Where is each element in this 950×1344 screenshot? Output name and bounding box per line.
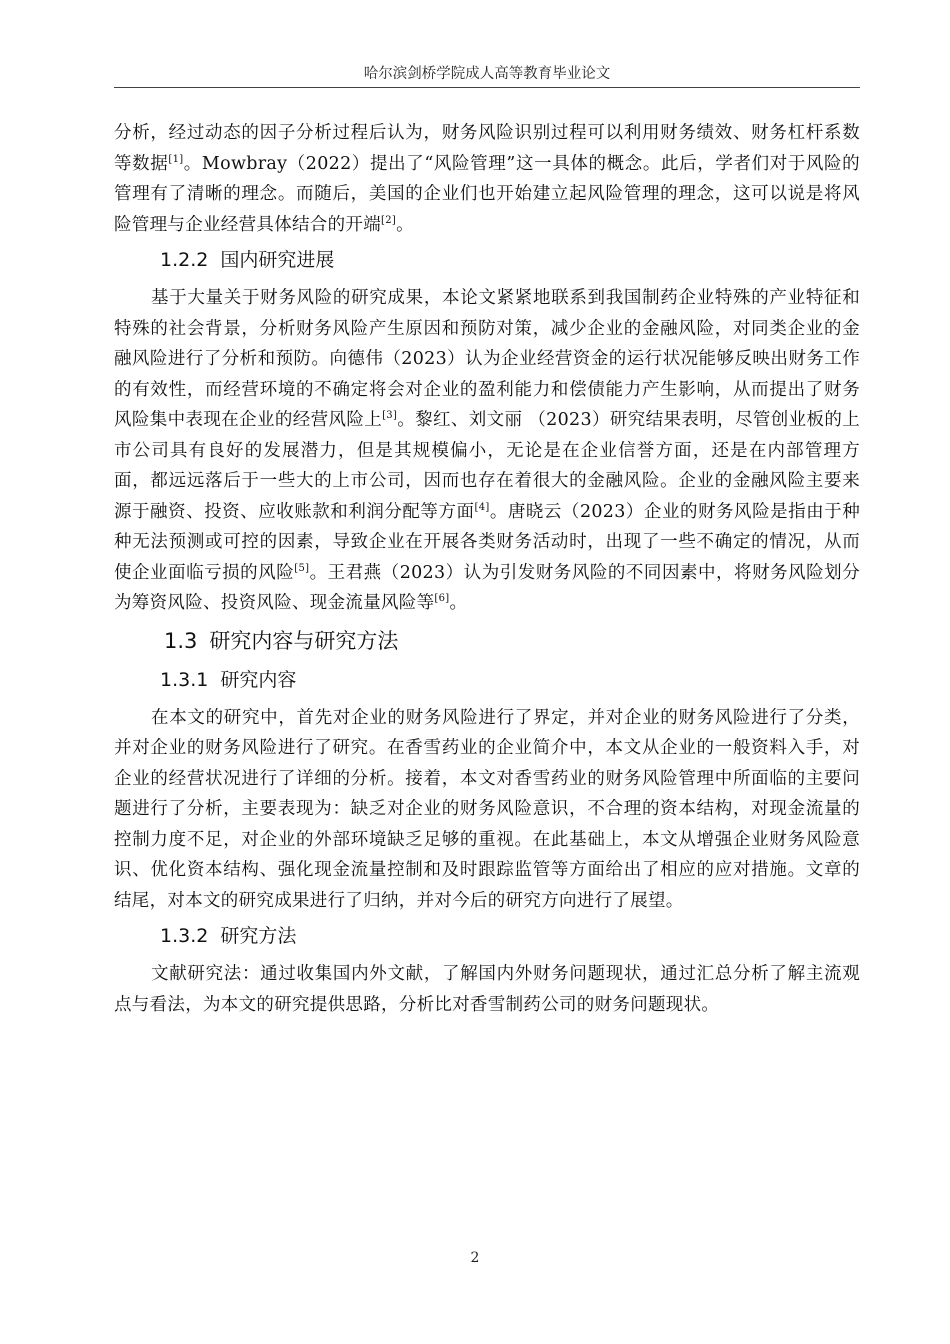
section-heading-1-2-2 (114, 245, 860, 275)
citation-ref: [1] (168, 153, 184, 165)
paragraph-text: 基于大量关于财务风险的研究成果，本论文紧紧地联系到我国制药企业特殊的产业特征和特殊的社会背景，分析财务风险产生原因和预防对策，减少企业的金融风险，对同类企业的金融风险进行了分析和预防。向德伟（2023）认为企业经营资金的运行状况能够反映出财务工作的有效性，而经营环境的不确定将会对企业的盈利能力和偿债能力产生影响，从而提出了财务风险集中表现在企业的经营风险上 (114, 288, 860, 430)
section-heading-1-3-2 (114, 921, 860, 951)
paragraph-text: 。黎红、刘文丽 （2023）研究结果表明，尽管创业板的上市公司具有良好的发展潜力，但是其规模偏小，无论是在企业信誉方面，还是在内部管理方面，都远远落后于一些大的上市公司，因而也存在着很大的金融风险。企业的金融风险主要来源于融资、投资、应收账款和利润分配等方面 (114, 410, 861, 522)
section-title: 研究内容与研究方法 (209, 628, 399, 653)
section-number: 1.3 (164, 628, 198, 653)
paragraph-text: 。 (449, 593, 468, 613)
running-header: 哈尔滨剑桥学院成人高等教育毕业论文 (363, 66, 611, 82)
citation-ref: [6] (434, 593, 450, 604)
section-title: 研究方法 (220, 925, 297, 947)
paragraph-intro-foreign-research (114, 118, 860, 240)
page-body (114, 118, 860, 1020)
page-number: 2 (470, 1250, 480, 1266)
section-heading-1-3-1 (114, 665, 860, 695)
paragraph-text: 。 (396, 214, 414, 235)
citation-ref: [3] (382, 410, 398, 421)
section-number: 1.2.2 (160, 249, 209, 271)
paragraph-text: 。唐晓云（2023）企业的财务风险是指由于种种无法预测或可控的因素，导致企业在开展各类财务活动时，出现了一些不确定的情况，从而使企业面临亏损的风险 (114, 501, 861, 583)
header-rule (114, 87, 860, 88)
paragraph-text: 。王君燕（2023）认为引发财务风险的不同因素中，将财务风险划分为筹资风险、投资风险、现金流量风险等 (114, 562, 861, 613)
paragraph-research-content: 在本文的研究中，首先对企业的财务风险进行了界定，并对企业的财务风险进行了分类，并对企业的财务风险进行了研究。在香雪药业的企业简介中，本文从企业的一般资料入手，对企业的经营状况进行了详细的分析。接着，本文对香雪药业的财务风险管理中所面临的主要问题进行了分析，主要表现为：缺乏对企业的财务风险意识，不合理的资本结构，对现金流量的控制力度不足，对企业的外部环境缺乏足够的重视。在此基础上，本文从增强企业财务风险意识、优化资本结构、强化现金流量控制和及时跟踪监管等方面给出了相应的应对措施。文章的结尾，对本文的研究成果进行了归纳，并对今后的研究方向进行了展望。 (114, 707, 860, 911)
section-number: 1.3.2 (160, 925, 209, 947)
paragraph-text: 。Mowbray（2022）提出了“风险管理”这一具体的概念。此后，学者们对于风险的管理有了清晰的理念。而随后，美国的企业们也开始建立起风险管理的理念，这可以说是将风险管理与企业经营具体结合的开端 (114, 153, 860, 235)
section-heading-1-3 (114, 625, 860, 657)
section-title: 研究内容 (220, 668, 297, 691)
citation-ref: [4] (474, 501, 490, 513)
citation-ref: [2] (381, 214, 397, 226)
paragraph-domestic-research (114, 283, 860, 619)
paragraph-research-method: 文献研究法：通过收集国内外文献，了解国内外财务问题现状，通过汇总分析了解主流观点与看法，为本文的研究提供思路，分析比对香雪制药公司的财务问题现状。 (114, 964, 860, 1015)
section-title: 国内研究进展 (220, 249, 335, 271)
paragraph-text: 分析，经过动态的因子分析过程后认为，财务风险识别过程可以利用财务绩效、财务杠杆系数等数据 (114, 123, 860, 174)
citation-ref: [5] (294, 562, 310, 574)
section-number: 1.3.1 (160, 668, 209, 691)
